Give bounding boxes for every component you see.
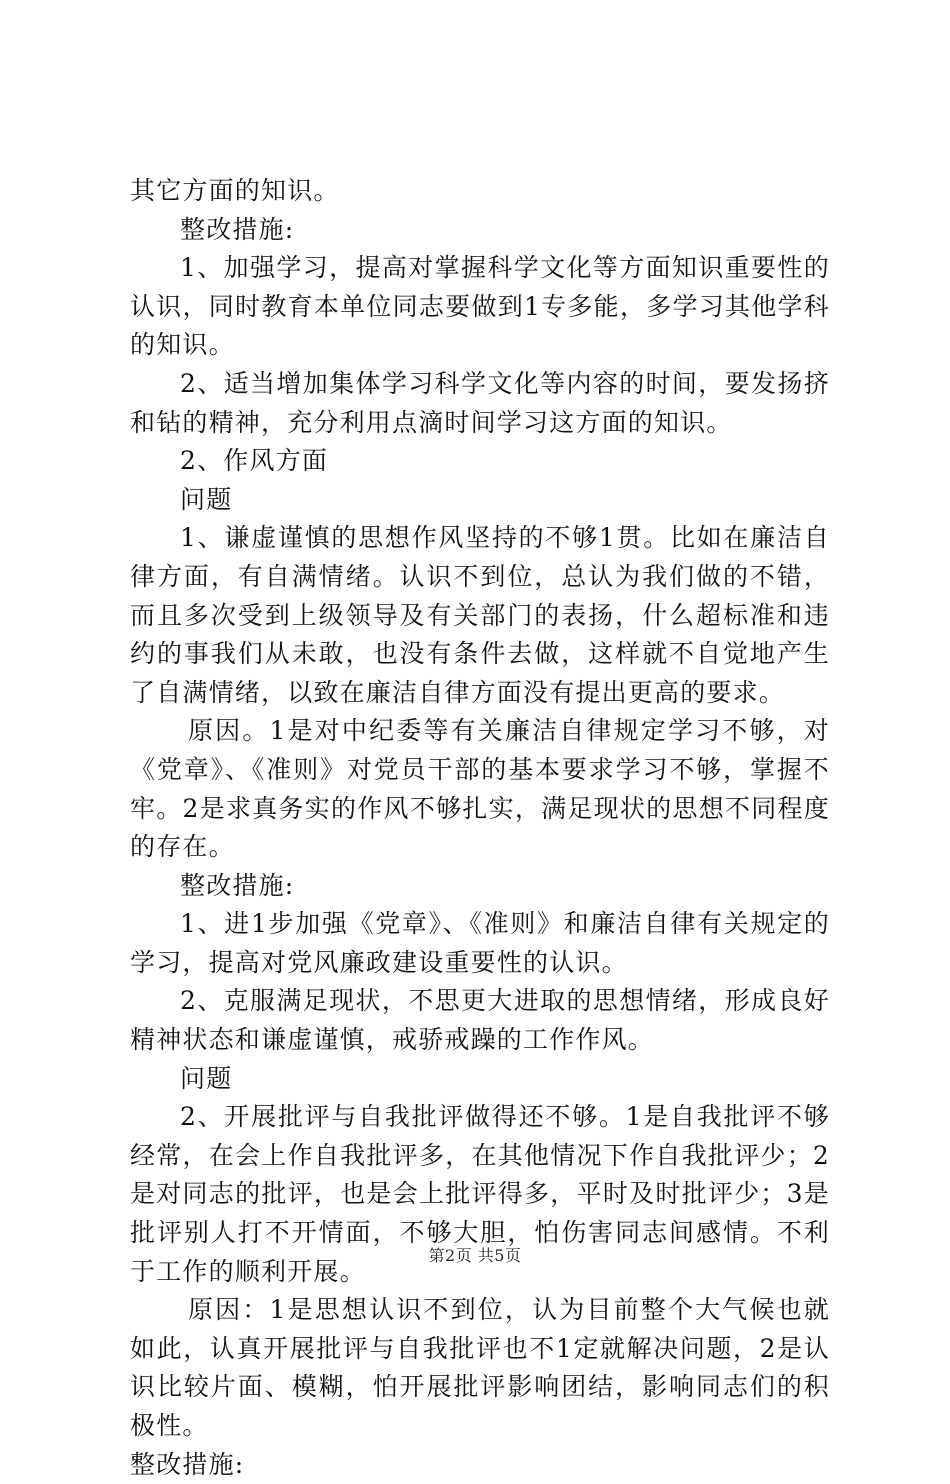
page-footer: 第2页 共5页 [428, 1246, 522, 1265]
paragraph-9: 整改措施: [180, 870, 295, 900]
paragraph-5: 2、作风方面 [180, 446, 329, 476]
paragraph-10: 1、进1步加强《党章》、《准则》和廉洁自律有关规定的学习，提高对党风廉政建设重要性的认识。 [130, 909, 830, 977]
paragraph-4: 2、适当增加集体学习科学文化等内容的时间，要发扬挤和钻的精神，充分利用点滴时间学习这方面的知识。 [130, 368, 830, 437]
paragraph-2: 整改措施: [180, 214, 295, 244]
paragraph-13: 2、开展批评与自我批评做得还不够。1是自我批评不够经常，在会上作自我批评多，在其他情况下作自我批评少；2是对同志的批评，也是会上批评得多，平时及时批评少；3是批评别人打不开情面，不够大胆，怕伤害同志间感情。不利于工作的顺利开展。 [130, 1102, 830, 1286]
paragraph-1: 其它方面的知识。 [130, 176, 340, 205]
paragraph-12: 问题 [180, 1063, 233, 1093]
paragraph-6: 问题 [180, 484, 233, 514]
paragraph-11: 2、克服满足现状，不思更大进取的思想情绪，形成良好精神状态和谦虚谨慎，戒骄戒躁的工作作风。 [130, 986, 830, 1055]
document-body [130, 172, 830, 1484]
paragraph-7: 1、谦虚谨慎的思想作风坚持的不够1贯。比如在廉洁自律方面，有自满情绪。认识不到位，总认为我们做的不错，而且多次受到上级领导及有关部门的表扬，什么超标准和违约的事我们从未敢，也没有条件去做，这样就不自觉地产生了自满情绪，以致在廉洁自律方面没有提出更高的要求。 [130, 523, 830, 707]
paragraph-14: 原因：1是思想认识不到位，认为目前整个大气候也就如此，认真开展批评与自我批评也不1定就解决问题，2是认识比较片面、模糊，怕开展批评影响团结，影响同志们的积极性。 [130, 1295, 830, 1440]
paragraph-15: 整改措施: [130, 1449, 245, 1479]
paragraph-3: 1、加强学习，提高对掌握科学文化等方面知识重要性的认识，同时教育本单位同志要做到1专多能，多学习其他学科的知识。 [130, 253, 830, 360]
paragraph-8: 原因。1是对中纪委等有关廉洁自律规定学习不够，对《党章》、《准则》对党员干部的基本要求学习不够，掌握不牢。2是求真务实的作风不够扎实，满足现状的思想不同程度的存在。 [130, 716, 830, 862]
